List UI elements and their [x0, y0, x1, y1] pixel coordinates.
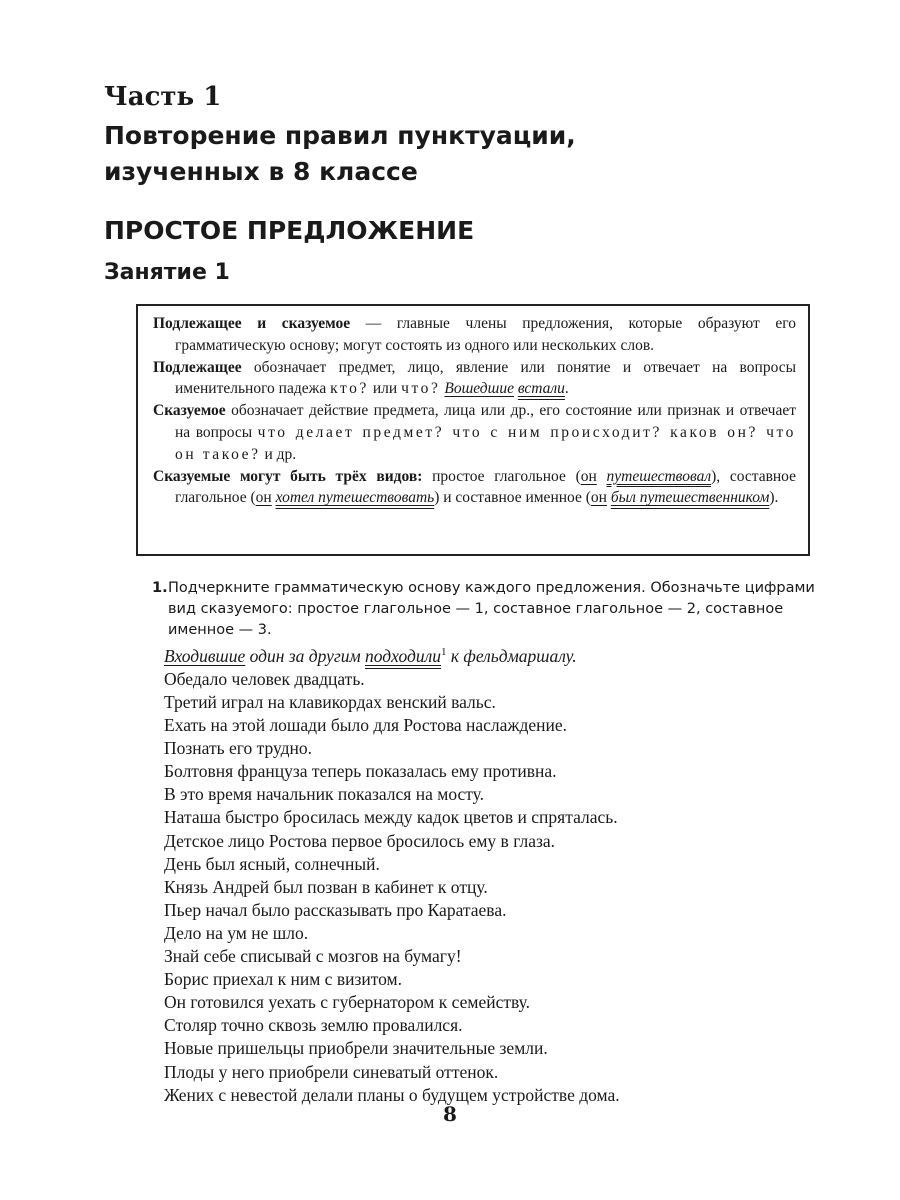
sentence-item: Столяр точно сквозь землю провалился.	[164, 1015, 463, 1036]
sentence-item: День был ясный, солнечный.	[164, 853, 380, 874]
question-word: кто?	[330, 380, 370, 398]
rule-text: ) и составное именное (	[434, 489, 591, 507]
rule-text: ).	[769, 489, 779, 507]
part-subtitle	[104, 118, 804, 190]
rule-text: ), составное глагольное (	[175, 467, 797, 507]
sentence-item: Пьер начал было рассказывать про Каратаева.	[164, 899, 507, 920]
rule-term: Подлежащее	[153, 358, 242, 376]
sentence-item: Знай себе списывай с мозгов на бумагу!	[164, 946, 462, 967]
part-subtitle-line-1: Повторение правил пунктуации,	[104, 121, 576, 150]
sentence-item: Князь Андрей был позван в кабинет к отцу.	[164, 876, 488, 897]
rule-text: обозначает действие предмета, лица или др., его состояние или признак и отвечает на вопросы	[175, 402, 796, 441]
lesson-title: Занятие 1	[104, 260, 230, 285]
page-number: 8	[443, 1102, 457, 1126]
rule-paragraph-1	[153, 313, 796, 357]
sentence-item: Ехать на этой лошади было для Ростова наслаждение.	[164, 715, 568, 736]
example-predicate: путешествовал	[606, 467, 712, 485]
rule-term: Подлежащее и сказуемое	[153, 315, 351, 332]
example-predicate: подходили	[365, 645, 441, 666]
section-title: ПРОСТОЕ ПРЕДЛОЖЕНИЕ	[104, 216, 475, 245]
sentence-item: Болтовня француза теперь показалась ему противна.	[164, 761, 557, 782]
rule-text: простое глагольное (	[422, 467, 581, 485]
rule-paragraph-2: Подлежащее обозначает предмет, лицо, явление или понятие и отвечает на вопросы именительного падежа кто? или что? Вошедшие встали.	[153, 358, 796, 398]
sentence-list	[164, 641, 844, 1107]
example-subject: он	[590, 489, 607, 507]
rule-text: — главные члены предложения, которые образуют его грамматическую основу; могут состоять из одного или нескольких слов.	[175, 315, 796, 354]
sentence-item: Плоды у него приобрели синеватый оттенок.	[164, 1061, 499, 1082]
sentence-item: Борис приехал к ним с визитом.	[164, 969, 403, 990]
sentence-item: Жених с невестой делали планы о будущем устройстве дома.	[164, 1084, 620, 1105]
sentence-item: Детское лицо Ростова первое бросилось ему в глаза.	[164, 830, 556, 851]
example-subject: Входившие	[164, 645, 246, 666]
question-words: что делает предмет? что с ним происходит? каков он? что он такое?	[175, 423, 796, 463]
exercise-text: Подчеркните грамматическую основу каждого предложения. Обозначьте цифрами вид сказуемого: простое глагольное — 1, составное глагольное — 2, составное именное — 3.	[168, 580, 815, 638]
question-word: что?	[401, 380, 441, 398]
example-predicate: встали	[517, 380, 565, 398]
rule-paragraph-4	[153, 466, 796, 510]
exercise-number: 1.	[152, 580, 168, 596]
example-subject: он	[255, 489, 272, 507]
rule-text: или	[369, 380, 402, 398]
exercise-instruction	[152, 578, 818, 641]
example-text: к фельдмаршалу.	[446, 645, 577, 666]
sentence-item: В это время начальник показался на мосту.	[164, 784, 485, 805]
rule-text: и др.	[260, 445, 297, 463]
sentence-item: Дело на ум не шло.	[164, 922, 309, 943]
sentence-item: Обедало человек двадцать.	[164, 668, 365, 689]
predicate-type-mark: 1	[440, 646, 447, 658]
rule-term: Сказуемое	[153, 402, 226, 420]
example-predicate: был путешественником	[610, 489, 770, 507]
rule-paragraph-3	[153, 400, 796, 465]
part-subtitle-line-2: изученных в 8 классе	[104, 157, 418, 186]
example-predicate: хотел путешествовать	[275, 489, 435, 507]
part-title: Часть 1	[104, 82, 222, 112]
example-subject: Вошедшие	[444, 380, 514, 398]
sentence-item: Он готовился уехать с губернатором к семейству.	[164, 992, 531, 1013]
example-sentence	[164, 641, 844, 668]
sentence-item: Новые пришельцы приобрели значительные земли.	[164, 1038, 548, 1059]
example-text: один за другим	[245, 645, 365, 666]
rule-text: обозначает предмет, лицо, явление или понятие и отвечает на вопросы именительного падежа	[175, 358, 796, 398]
rule-term: Сказуемые могут быть трёх видов:	[153, 467, 423, 485]
sentence-item: Наташа быстро бросилась между кадок цветов и спряталась.	[164, 807, 618, 828]
sentence-item: Третий играл на клавикордах венский вальс.	[164, 692, 496, 713]
rule-box	[136, 304, 810, 556]
example-subject: он	[580, 467, 597, 485]
sentence-item: Познать его трудно.	[164, 738, 313, 759]
